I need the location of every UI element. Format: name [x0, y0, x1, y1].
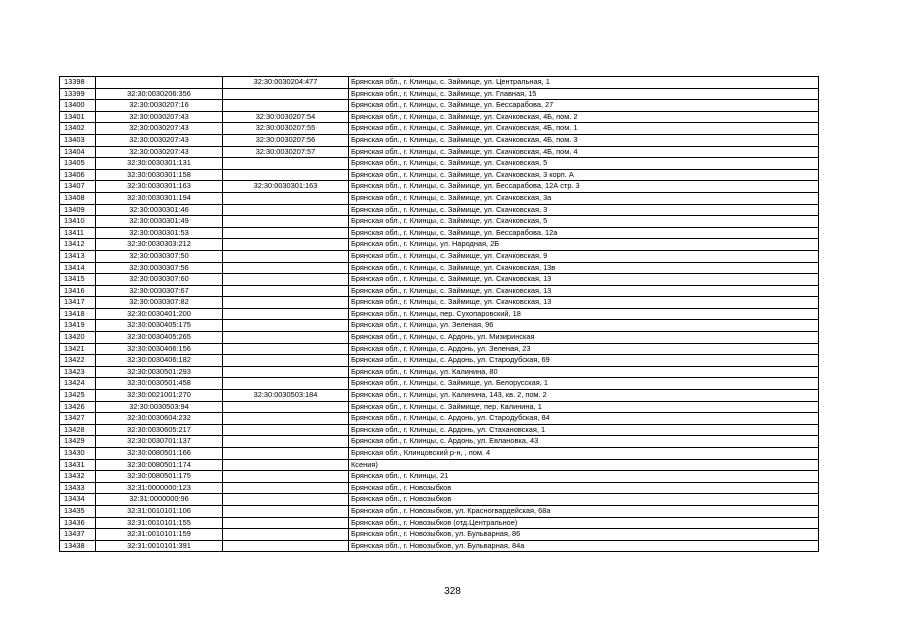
cadastral-number-cell: 32:30:0030501:458 [96, 378, 223, 390]
related-cadastral-number-cell [223, 482, 349, 494]
related-cadastral-number-cell [223, 517, 349, 529]
cadastral-number-cell: 32:31:0010101:106 [96, 505, 223, 517]
row-number-cell: 13421 [60, 343, 96, 355]
table-row [60, 424, 819, 436]
row-number-cell: 13427 [60, 413, 96, 425]
row-number-cell: 13424 [60, 378, 96, 390]
related-cadastral-number-cell [223, 216, 349, 228]
related-cadastral-number-cell: 32:30:0030204:477 [223, 77, 349, 89]
address-cell: Брянская обл., г. Клинцы, с. Займище, ул. Скачковская, 4Б, пом. 1 [349, 123, 819, 135]
related-cadastral-number-cell [223, 436, 349, 448]
cadastral-number-cell: 32:30:0080501:175 [96, 471, 223, 483]
row-number-cell: 13402 [60, 123, 96, 135]
related-cadastral-number-cell: 32:30:0030207:55 [223, 123, 349, 135]
table-row [60, 158, 819, 170]
address-cell: Брянская обл., г. Клинцы, с. Ардонь, ул. Зеленая, 23 [349, 343, 819, 355]
related-cadastral-number-cell [223, 471, 349, 483]
address-cell: Брянская обл., Клинцовский р-н, , пом. 4 [349, 448, 819, 460]
address-cell: Брянская обл., г. Клинцы, с. Займище, ул. Белорусская, 1 [349, 378, 819, 390]
address-cell: Брянская обл., г. Клинцы, с. Займище, ул. Главная, 15 [349, 88, 819, 100]
address-cell: Брянская обл., г. Клинцы, с. Займище, ул. Бессарабова, 27 [349, 100, 819, 112]
row-number-cell: 13407 [60, 181, 96, 193]
related-cadastral-number-cell [223, 169, 349, 181]
row-number-cell: 13405 [60, 158, 96, 170]
cadastral-number-cell: 32:31:0000000:123 [96, 482, 223, 494]
address-cell: Брянская обл., г. Клинцы, с. Займище, ул. Скачковская, 13 [349, 297, 819, 309]
address-cell: Брянская обл., г. Новозыбков, ул. Красногвардейская, 68а [349, 505, 819, 517]
related-cadastral-number-cell [223, 540, 349, 552]
cadastral-number-cell: 32:30:0030307:67 [96, 285, 223, 297]
row-number-cell: 13429 [60, 436, 96, 448]
cadastral-number-cell: 32:30:0030406:182 [96, 355, 223, 367]
related-cadastral-number-cell [223, 378, 349, 390]
address-cell: Брянская обл., г. Клинцы, с. Займище, ул. Скачковская, 9 [349, 250, 819, 262]
cadastral-number-cell: 32:30:0021001:270 [96, 390, 223, 402]
related-cadastral-number-cell: 32:30:0030301:163 [223, 181, 349, 193]
cadastral-number-cell: 32:30:0030405:265 [96, 332, 223, 344]
cadastral-number-cell: 32:31:0010101:391 [96, 540, 223, 552]
table-row [60, 250, 819, 262]
row-number-cell: 13432 [60, 471, 96, 483]
table-row [60, 134, 819, 146]
related-cadastral-number-cell [223, 355, 349, 367]
table-row [60, 181, 819, 193]
address-cell: Брянская обл., г. Клинцы, с. Займище, ул. Скачковская, 3 корп. А [349, 169, 819, 181]
address-cell: Брянская обл., г. Клинцы, с. Займище, ул. Скачковская, 13 [349, 285, 819, 297]
table-row [60, 297, 819, 309]
table-row [60, 332, 819, 344]
table-row [60, 494, 819, 506]
registry-table-container [59, 76, 818, 552]
row-number-cell: 13413 [60, 250, 96, 262]
cadastral-number-cell: 32:30:0030401:200 [96, 308, 223, 320]
address-cell: Брянская обл., г. Клинцы, с. Ардонь, ул. Стародубская, 84 [349, 413, 819, 425]
table-row [60, 471, 819, 483]
address-cell: Брянская обл., г. Клинцы, с. Займище, ул. Скачковская, 4Б, пом. 3 [349, 134, 819, 146]
cadastral-number-cell: 32:30:0030406:156 [96, 343, 223, 355]
table-row [60, 540, 819, 552]
address-cell: Брянская обл., г. Клинцы, с. Займище, ул. Центральная, 1 [349, 77, 819, 89]
row-number-cell: 13417 [60, 297, 96, 309]
related-cadastral-number-cell [223, 332, 349, 344]
cadastral-number-cell: 32:30:0030307:50 [96, 250, 223, 262]
related-cadastral-number-cell [223, 424, 349, 436]
address-cell: Брянская обл., г. Новозыбков [349, 494, 819, 506]
related-cadastral-number-cell [223, 459, 349, 471]
row-number-cell: 13437 [60, 529, 96, 541]
cadastral-number-cell: 32:30:0030301:49 [96, 216, 223, 228]
cadastral-number-cell: 32:30:0030307:56 [96, 262, 223, 274]
row-number-cell: 13403 [60, 134, 96, 146]
table-row [60, 169, 819, 181]
related-cadastral-number-cell [223, 204, 349, 216]
related-cadastral-number-cell [223, 308, 349, 320]
address-cell: Брянская обл., г. Клинцы, с. Займище, ул. Бессарабова, 12А стр. 3 [349, 181, 819, 193]
address-cell: Брянская обл., г. Клинцы, с. Займище, ул. Скачковская, 4Б, пом. 2 [349, 111, 819, 123]
cadastral-number-cell: 32:31:0000000:96 [96, 494, 223, 506]
address-cell: Брянская обл., г. Клинцы, с. Ардонь, ул. Стахановская, 1 [349, 424, 819, 436]
cadastral-number-cell: 32:30:0030207:43 [96, 111, 223, 123]
address-cell: Брянская обл., г. Клинцы, с. Займище, ул. Скачковская, 4Б, пом. 4 [349, 146, 819, 158]
related-cadastral-number-cell [223, 262, 349, 274]
address-cell: Брянская обл., г. Клинцы, 21 [349, 471, 819, 483]
table-row [60, 343, 819, 355]
table-row [60, 355, 819, 367]
related-cadastral-number-cell [223, 88, 349, 100]
row-number-cell: 13430 [60, 448, 96, 460]
cadastral-number-cell [96, 77, 223, 89]
address-cell: Брянская обл., г. Клинцы, с. Займище, ул. Скачковская, 5 [349, 158, 819, 170]
related-cadastral-number-cell [223, 250, 349, 262]
row-number-cell: 13410 [60, 216, 96, 228]
related-cadastral-number-cell [223, 285, 349, 297]
address-cell: Брянская обл., г. Новозыбков, ул. Бульварная, 84а [349, 540, 819, 552]
table-row [60, 366, 819, 378]
table-row [60, 239, 819, 251]
address-cell: Брянская обл., г. Клинцы, ул. Зеленая, 96 [349, 320, 819, 332]
related-cadastral-number-cell [223, 529, 349, 541]
registry-table [59, 76, 819, 552]
related-cadastral-number-cell: 32:30:0030503:184 [223, 390, 349, 402]
row-number-cell: 13438 [60, 540, 96, 552]
table-row [60, 123, 819, 135]
address-cell: Брянская обл., г. Новозыбков [349, 482, 819, 494]
related-cadastral-number-cell [223, 448, 349, 460]
address-cell: Брянская обл., г. Клинцы, с. Ардонь, ул. Стародубская, 69 [349, 355, 819, 367]
related-cadastral-number-cell [223, 274, 349, 286]
table-row [60, 320, 819, 332]
cadastral-number-cell: 32:30:0030307:60 [96, 274, 223, 286]
row-number-cell: 13398 [60, 77, 96, 89]
cadastral-number-cell: 32:30:0030604:232 [96, 413, 223, 425]
table-row [60, 459, 819, 471]
table-row [60, 285, 819, 297]
address-cell: Брянская обл., г. Клинцы, ул. Народная, 2Б [349, 239, 819, 251]
address-cell: Брянская обл., г. Новозыбков (отд.Центральное) [349, 517, 819, 529]
address-cell: Брянская обл., г. Клинцы, с. Займище, ул. Скачковская, 13 [349, 274, 819, 286]
row-number-cell: 13414 [60, 262, 96, 274]
cadastral-number-cell: 32:30:0030301:163 [96, 181, 223, 193]
address-cell: Брянская обл., г. Клинцы, с. Займище, ул. Бессарабова, 12а [349, 227, 819, 239]
related-cadastral-number-cell [223, 158, 349, 170]
cadastral-number-cell: 32:31:0010101:159 [96, 529, 223, 541]
row-number-cell: 13412 [60, 239, 96, 251]
address-cell: Брянская обл., г. Клинцы, с. Ардонь, ул. Евлановка, 43 [349, 436, 819, 448]
cadastral-number-cell: 32:30:0030301:131 [96, 158, 223, 170]
table-row [60, 204, 819, 216]
cadastral-number-cell: 32:30:0030501:293 [96, 366, 223, 378]
cadastral-number-cell: 32:30:0030206:356 [96, 88, 223, 100]
row-number-cell: 13431 [60, 459, 96, 471]
related-cadastral-number-cell: 32:30:0030207:54 [223, 111, 349, 123]
address-cell: Брянская обл., г. Новозыбков, ул. Бульварная, 86 [349, 529, 819, 541]
cadastral-number-cell: 32:30:0080501:166 [96, 448, 223, 460]
cadastral-number-cell: 32:30:0030701:137 [96, 436, 223, 448]
cadastral-number-cell: 32:30:0030303:212 [96, 239, 223, 251]
address-cell: Брянская обл., г. Клинцы, ул. Калинина, 143, кв. 2, пом. 2 [349, 390, 819, 402]
row-number-cell: 13420 [60, 332, 96, 344]
row-number-cell: 13406 [60, 169, 96, 181]
related-cadastral-number-cell [223, 494, 349, 506]
cadastral-number-cell: 32:30:0030503:94 [96, 401, 223, 413]
table-row [60, 401, 819, 413]
cadastral-number-cell: 32:30:0030207:43 [96, 146, 223, 158]
table-row [60, 482, 819, 494]
row-number-cell: 13433 [60, 482, 96, 494]
related-cadastral-number-cell [223, 505, 349, 517]
cadastral-number-cell: 32:30:0030307:82 [96, 297, 223, 309]
table-row [60, 100, 819, 112]
related-cadastral-number-cell: 32:30:0030207:56 [223, 134, 349, 146]
row-number-cell: 13425 [60, 390, 96, 402]
related-cadastral-number-cell [223, 343, 349, 355]
cadastral-number-cell: 32:30:0030207:43 [96, 123, 223, 135]
row-number-cell: 13415 [60, 274, 96, 286]
table-row [60, 378, 819, 390]
registry-table-body [60, 77, 819, 552]
related-cadastral-number-cell [223, 366, 349, 378]
table-row [60, 448, 819, 460]
row-number-cell: 13423 [60, 366, 96, 378]
related-cadastral-number-cell [223, 100, 349, 112]
table-row [60, 111, 819, 123]
row-number-cell: 13434 [60, 494, 96, 506]
row-number-cell: 13436 [60, 517, 96, 529]
related-cadastral-number-cell [223, 227, 349, 239]
cadastral-number-cell: 32:30:0030207:43 [96, 134, 223, 146]
address-cell: Ксения) [349, 459, 819, 471]
cadastral-number-cell: 32:30:0030605:217 [96, 424, 223, 436]
address-cell: Брянская обл., г. Клинцы, ул. Калинина, 80 [349, 366, 819, 378]
table-row [60, 77, 819, 89]
table-row [60, 505, 819, 517]
related-cadastral-number-cell [223, 401, 349, 413]
address-cell: Брянская обл., г. Клинцы, с. Займище, ул. Скачковская, 3 [349, 204, 819, 216]
address-cell: Брянская обл., г. Клинцы, пер. Сухопаровский, 18 [349, 308, 819, 320]
row-number-cell: 13418 [60, 308, 96, 320]
related-cadastral-number-cell [223, 297, 349, 309]
cadastral-number-cell: 32:31:0010101:155 [96, 517, 223, 529]
table-row [60, 390, 819, 402]
table-row [60, 517, 819, 529]
address-cell: Брянская обл., г. Клинцы, с. Займище, ул. Скачковская, 13в [349, 262, 819, 274]
row-number-cell: 13416 [60, 285, 96, 297]
row-number-cell: 13409 [60, 204, 96, 216]
address-cell: Брянская обл., г. Клинцы, с. Займище, пер. Калинина, 1 [349, 401, 819, 413]
row-number-cell: 13400 [60, 100, 96, 112]
related-cadastral-number-cell [223, 320, 349, 332]
row-number-cell: 13399 [60, 88, 96, 100]
table-row [60, 88, 819, 100]
row-number-cell: 13401 [60, 111, 96, 123]
row-number-cell: 13404 [60, 146, 96, 158]
cadastral-number-cell: 32:30:0030207:16 [96, 100, 223, 112]
row-number-cell: 13428 [60, 424, 96, 436]
row-number-cell: 13422 [60, 355, 96, 367]
related-cadastral-number-cell [223, 192, 349, 204]
related-cadastral-number-cell [223, 239, 349, 251]
table-row [60, 216, 819, 228]
cadastral-number-cell: 32:30:0080501:174 [96, 459, 223, 471]
cadastral-number-cell: 32:30:0030405:175 [96, 320, 223, 332]
cadastral-number-cell: 32:30:0030301:46 [96, 204, 223, 216]
address-cell: Брянская обл., г. Клинцы, с. Ардонь, ул. Мизиринская [349, 332, 819, 344]
table-row [60, 308, 819, 320]
row-number-cell: 13408 [60, 192, 96, 204]
row-number-cell: 13411 [60, 227, 96, 239]
row-number-cell: 13435 [60, 505, 96, 517]
address-cell: Брянская обл., г. Клинцы, с. Займище, ул. Скачковская, 3а [349, 192, 819, 204]
table-row [60, 262, 819, 274]
cadastral-number-cell: 32:30:0030301:194 [96, 192, 223, 204]
related-cadastral-number-cell: 32:30:0030207:57 [223, 146, 349, 158]
table-row [60, 146, 819, 158]
cadastral-number-cell: 32:30:0030301:53 [96, 227, 223, 239]
row-number-cell: 13419 [60, 320, 96, 332]
table-row [60, 529, 819, 541]
related-cadastral-number-cell [223, 413, 349, 425]
table-row [60, 227, 819, 239]
page-number: 328 [444, 586, 461, 597]
table-row [60, 413, 819, 425]
table-row [60, 436, 819, 448]
table-row [60, 192, 819, 204]
table-row [60, 274, 819, 286]
address-cell: Брянская обл., г. Клинцы, с. Займище, ул. Скачковская, 5 [349, 216, 819, 228]
cadastral-number-cell: 32:30:0030301:158 [96, 169, 223, 181]
row-number-cell: 13426 [60, 401, 96, 413]
